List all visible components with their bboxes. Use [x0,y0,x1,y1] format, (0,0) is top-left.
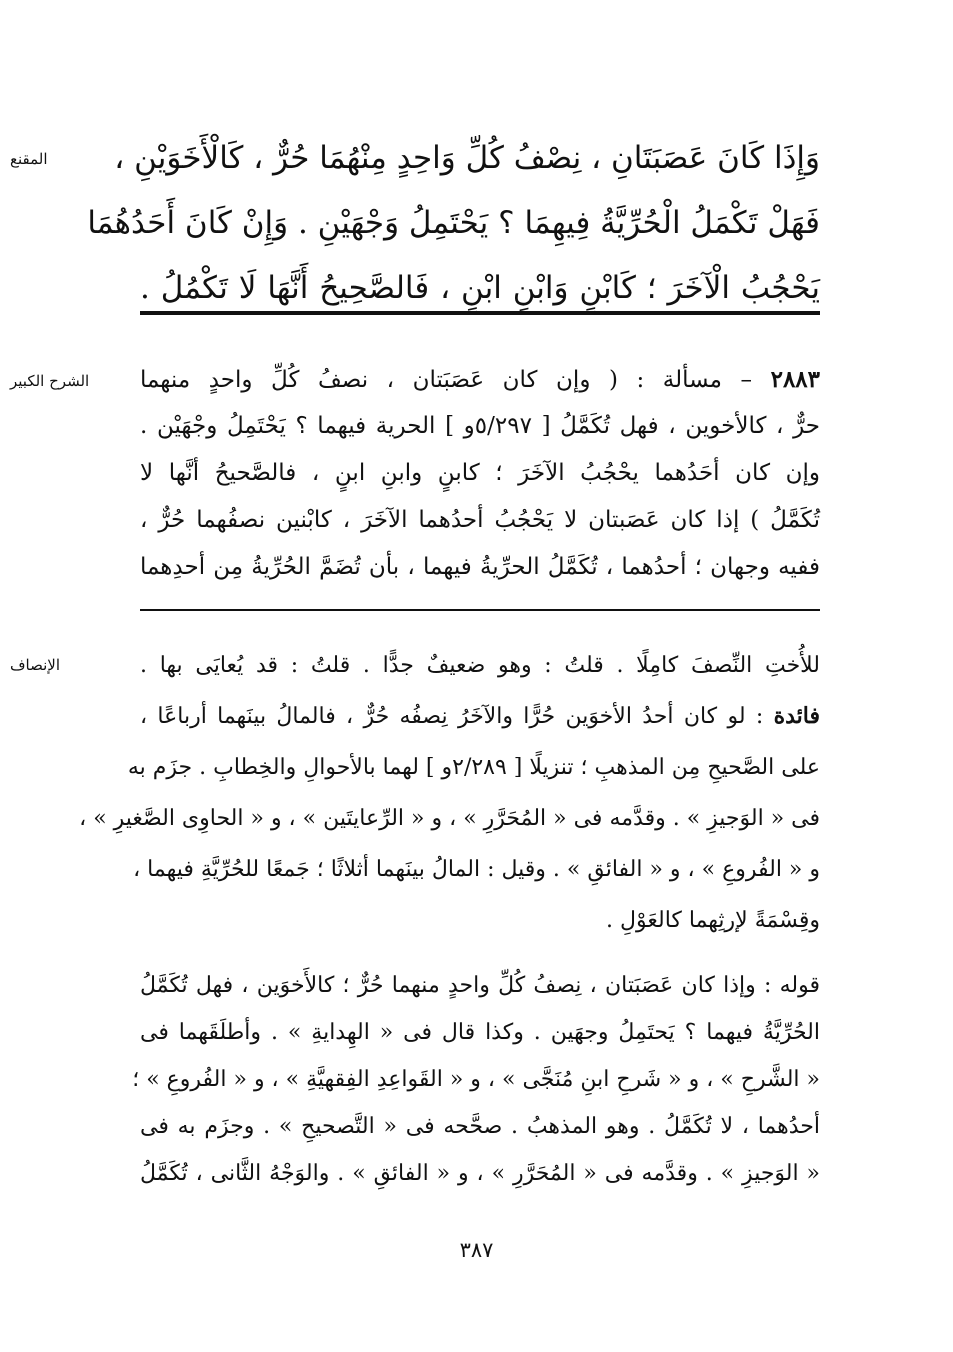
section-label-insaf: الإنصاف [10,656,61,674]
section-label-sharh: الشرح الكبير [10,372,90,390]
sharh-line [140,356,820,403]
sharh-line: حرٌّ ، كالأخوين ، فهل تُكَمَّلُ [ ٥/٢٩٧و ] الحرية فيهما ؟ يَحْتَمِلُ وجْهَيْن . [140,413,820,439]
qawl-line: « الوَجيزِ » . وقدَّمه فى « المُحَرَّرِ » ، و « الفائقِ » . والوَجْهُ الثَّانى ، تُكَمَّلُ [140,1161,820,1186]
sharh-line: تُكَمَّلُ ) إذا كان عَصَبتان لا يَحْجُبُ أحدُهما الآخَرَ ، كابْنين نصفُهما حُرٌّ ، [140,507,820,533]
section-label-muqni: المقنع [10,150,48,168]
muqni-line: يَحْجُبُ الْآخَرَ ؛ كَابْنٍ وَابْنِ ابْنٍ ، فَالصَّحِيحُ أَنَّهَا لَا تَكْمُلُ . [140,270,820,306]
faida-label: فائدة [773,703,820,729]
sharh-line: ففيه وجهان ؛ أحدُهما ، تُكَمَّلُ الحرِّيةُ فيهما ، بأن تُضَمَّ الحُرِّيةُ مِن أحدِهما [140,554,820,580]
insaf-line: وقِسْمَةً لإرثِهما كالعَوْلِ . [606,908,820,933]
section-divider-thick [140,311,820,315]
muqni-text [87,126,820,321]
qawl-line: « الشَّرحِ » ، و « شَرحِ ابنِ مُنَجَّى » ، و « القَواعِدِ الفِقهيَّةِ » ، و « الفُروعِ » ؛ [132,1067,820,1092]
muqni-line: فَهَلْ تَكْمَلُ الْحُرِّيَّةُ فِيهِمَا ؟ يَحْتَمِلُ وَجْهَيْنِ . وَإِنْ كَانَ أَحَدُهُمَا [87,205,820,241]
insaf-line: فى « الوَجيزِ » . وقدَّمه فى « المُحَرَّرِ » ، و « الرِّعايتَين » ، و « الحاوِى الصَّغيرِ » ، [79,806,820,831]
sharh-text [140,356,820,591]
qawl-text [132,962,820,1197]
sharh-line-rest: – مسألة : ( وإن كان عَصَبَتان ، نصفُ كُلِّ واحدٍ منهما [140,367,753,393]
qawl-line: قوله : وإذا كان عَصَبَتان ، نِصفُ كُلِّ واحدٍ منهما حُرٌّ ؛ كالأَخوَين ، فهل تُكَمَّلُ [140,973,820,998]
issue-number: ٢٨٨٣ [770,366,821,393]
page-number: ٣٨٧ [459,1238,494,1262]
qawl-line: الحُرِّيَّةُ فيهما ؟ يَحتَمِلُ وجهَين . وكذا قال فى « الهِدايةِ » . وأطلَقَهما فى [140,1020,820,1045]
sharh-line: وإن كان أحَدُهما يحْجُبُ الآخَرَ ؛ كابنٍ وابنِ ابنٍ ، فالصَّحيحُ أنَّها لا [140,460,820,486]
insaf-line: للأُختِ النِّصفَ كامِلًا . قلتُ : وهو ضعيفٌ جدًّا . قلتُ : قد يُعايَى بها . [140,653,820,678]
qawl-line: أحدُهما ، لا تُكَمَّلُ . وهو المذهبُ . صحَّحه فى « التَّصحيحِ » . وجزَم به فى [140,1114,820,1139]
insaf-line: فائدة : لو كان أحدُ الأخوَين حُرًّا والآخَرُ نِصفُه حُرٌّ ، فالمالُ بينَهما أرباعًا ، [140,703,820,729]
insaf-line: على الصَّحيحِ مِن المذهبِ ؛ تنزيلًا [ ٢/٢٨٩و ] لهما بالأحوالِ والخِطابِ . جزَم به [127,755,820,780]
insaf-line: و « الفُروعِ » ، و « الفائقِ » . وقيل : المالُ بينَهما أثلاثًا ؛ جَمعًا للحُرِّيَّةِ فيهما ، [133,857,820,882]
section-divider-thin [140,609,820,611]
insaf-text [79,640,820,946]
muqni-line: وَإِذَا كَانَ عَصَبَتَانِ ، نِصْفُ كُلِّ وَاحِدٍ مِنْهُمَا حُرٌّ ، كَالْأَخَوَيْنِ ، [114,140,820,176]
